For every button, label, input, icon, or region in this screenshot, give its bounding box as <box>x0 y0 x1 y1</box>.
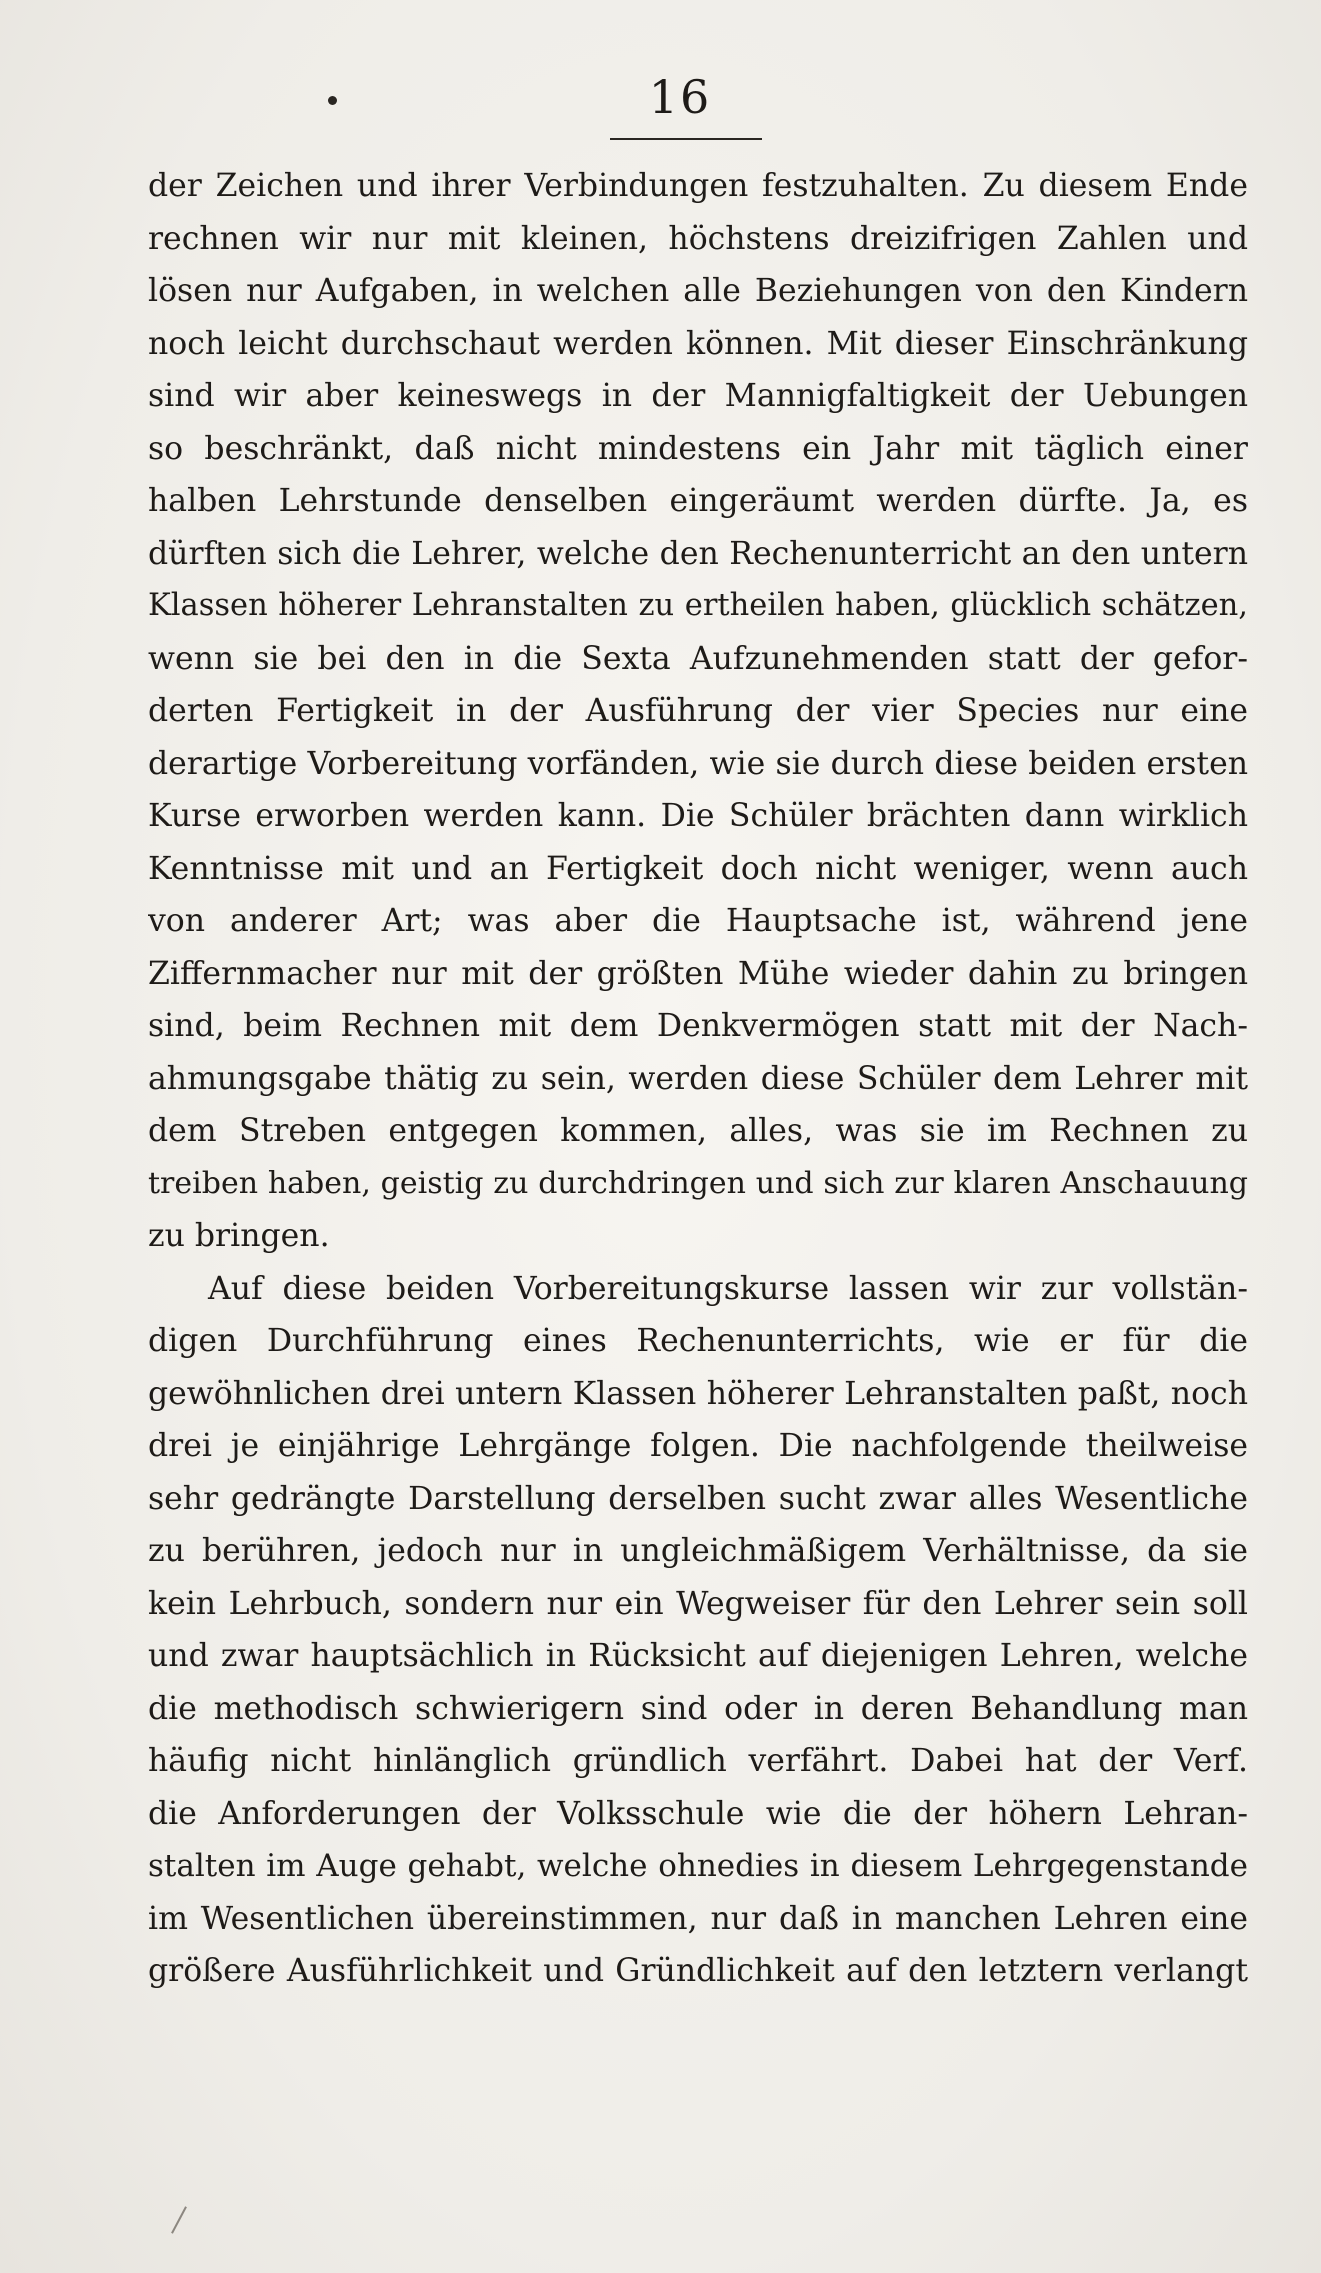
text-line: kein Lehrbuch, sondern nur ein Wegweiser für den Lehrer sein soll <box>148 1585 1248 1622</box>
text-line: im Wesentlichen übereinstimmen, nur daß in manchen Lehren eine <box>148 1900 1248 1937</box>
text-line: derartige Vorbereitung vorfänden, wie sie durch diese beiden ersten <box>148 745 1248 782</box>
text-line: der Zeichen und ihrer Verbindungen festzuhalten. Zu diesem Ende <box>148 168 1248 204</box>
text-line: gewöhnlichen drei untern Klassen höherer Lehranstalten paßt, noch <box>148 1375 1248 1412</box>
text-line: noch leicht durchschaut werden können. Mit dieser Einschränkung <box>148 325 1248 362</box>
page-number: 16 <box>648 70 712 124</box>
text-line: ahmungsgabe thätig zu sein, werden diese Schüler dem Lehrer mit <box>148 1060 1248 1097</box>
text-line: sind wir aber keineswegs in der Mannigfaltigkeit der Uebungen <box>148 378 1248 414</box>
text-line: dem Streben entgegen kommen, alles, was sie im Rechnen zu <box>148 1113 1248 1149</box>
text-line: größere Ausführlichkeit und Gründlichkeit auf den letztern verlangt <box>148 1953 1248 1989</box>
text-line: sind, beim Rechnen mit dem Denkvermögen statt mit der Nach- <box>148 1008 1248 1044</box>
text-line-paragraph-start: Auf diese beiden Vorbereitungskurse lassen wir zur vollstän- <box>208 1270 1248 1307</box>
text-line: von anderer Art; was aber die Hauptsache ist, während jene <box>148 903 1248 939</box>
text-line: rechnen wir nur mit kleinen, höchstens dreizifrigen Zahlen und <box>148 220 1248 257</box>
text-line: dürften sich die Lehrer, welche den Rechenunterricht an den untern <box>148 535 1248 572</box>
text-line: treiben haben, geistig zu durchdringen und sich zur klaren Anschauung <box>148 1165 1248 1201</box>
text-line: zu berühren, jedoch nur in ungleichmäßigem Verhältnisse, da sie <box>148 1533 1248 1569</box>
text-line: Ziffernmacher nur mit der größten Mühe wieder dahin zu bringen <box>148 955 1248 992</box>
ornament-dot <box>328 96 337 105</box>
text-line: die methodisch schwierigern sind oder in deren Behandlung man <box>148 1690 1248 1727</box>
text-line: digen Durchführung eines Rechenunterrichts, wie er für die <box>148 1323 1248 1359</box>
text-line: sehr gedrängte Darstellung derselben sucht zwar alles Wesentliche <box>148 1480 1248 1517</box>
text-line: wenn sie bei den in die Sexta Aufzunehmenden statt der gefor- <box>148 640 1248 677</box>
text-line: drei je einjährige Lehrgänge folgen. Die nachfolgende theilweise <box>148 1428 1248 1464</box>
text-line: derten Fertigkeit in der Ausführung der vier Species nur eine <box>148 693 1248 729</box>
text-line: so beschränkt, daß nicht mindestens ein Jahr mit täglich einer <box>148 430 1248 467</box>
text-line: häufig nicht hinlänglich gründlich verfährt. Dabei hat der Verf. <box>148 1743 1248 1779</box>
text-line-paragraph-end: zu bringen. <box>148 1218 330 1254</box>
paper-speck <box>171 2206 187 2233</box>
text-line: Kenntnisse mit und an Fertigkeit doch nicht weniger, wenn auch <box>148 850 1248 887</box>
text-line: lösen nur Aufgaben, in welchen alle Beziehungen von den Kindern <box>148 273 1248 309</box>
text-line: halben Lehrstunde denselben eingeräumt werden dürfte. Ja, es <box>148 483 1248 519</box>
text-line: stalten im Auge gehabt, welche ohnedies in diesem Lehrgegenstande <box>148 1848 1248 1884</box>
text-line: und zwar hauptsächlich in Rücksicht auf diejenigen Lehren, welche <box>148 1638 1248 1674</box>
body-text <box>148 160 1248 1998</box>
text-line: Klassen höherer Lehranstalten zu ertheilen haben, glücklich schätzen, <box>148 588 1248 623</box>
header-rule <box>610 138 762 140</box>
text-line: die Anforderungen der Volksschule wie die der höhern Lehran- <box>148 1795 1248 1832</box>
text-line: Kurse erworben werden kann. Die Schüler brächten dann wirklich <box>148 798 1248 834</box>
